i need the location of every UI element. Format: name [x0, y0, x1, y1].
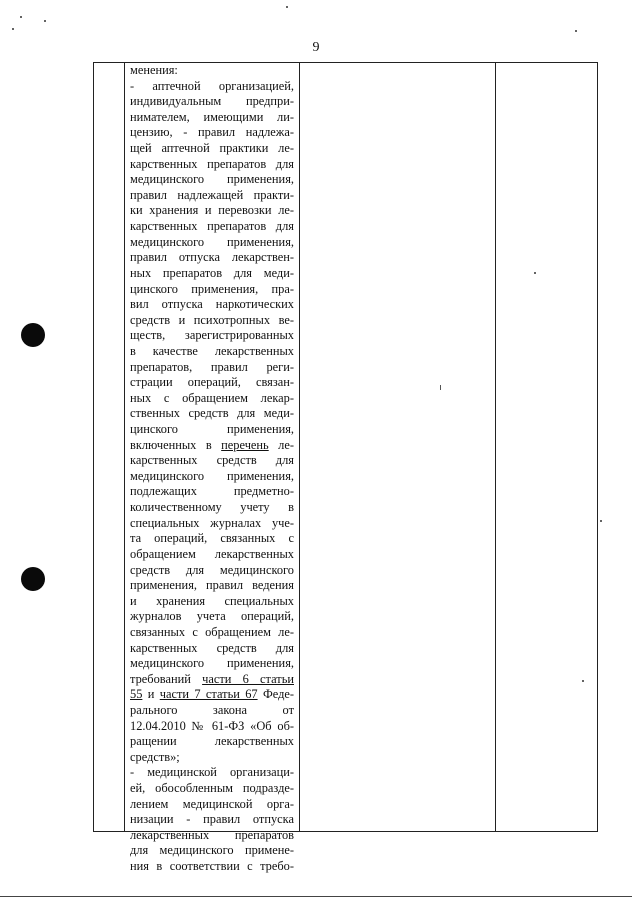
text-line: препаратов, правил реги-	[130, 359, 294, 374]
text-line: средств для медицинского	[130, 562, 294, 577]
text-line: обращением лекарственных	[130, 546, 294, 561]
punch-hole	[21, 323, 45, 347]
document-table	[93, 62, 598, 874]
text-line: низации - правил отпуска	[130, 812, 294, 827]
text-line: правил надлежащей практи-	[130, 187, 294, 202]
text-line: требований части 6 статьи	[130, 671, 294, 686]
text-line: ных с обращением лекар-	[130, 390, 294, 405]
text-line: включенных в перечень ле-	[130, 437, 294, 452]
text-line: специальных журналах уче-	[130, 515, 294, 530]
text-line: индивидуальным предпри-	[130, 94, 294, 109]
text-line: связанных с обращением ле-	[130, 624, 294, 639]
text-line: карственных препаратов для	[130, 219, 294, 234]
text-line: лением медицинской орга-	[130, 796, 294, 811]
text-line: менения:	[130, 63, 178, 77]
text-line: - аптечной организацией,	[130, 78, 294, 93]
requirements-text-cell	[130, 63, 294, 875]
text-line: - медицинской организаци-	[130, 765, 294, 780]
text-line: правил отпуска лекарствен-	[130, 250, 294, 265]
scan-speck	[20, 16, 22, 18]
scan-edge	[0, 896, 632, 897]
scan-speck	[44, 20, 46, 22]
text-line: для медицинского примене-	[130, 843, 294, 858]
text-line: количественному учету в	[130, 500, 294, 515]
text-line: журналов учета операций,	[130, 609, 294, 624]
text-line: цинского применения,	[130, 422, 294, 437]
text-line: карственных средств для	[130, 453, 294, 468]
text-line: ращении лекарственных	[130, 734, 294, 749]
text-line: в качестве лекарственных	[130, 343, 294, 358]
punch-hole	[21, 567, 45, 591]
text-line: карственных средств для	[130, 640, 294, 655]
scan-speck	[582, 680, 584, 682]
column-divider	[299, 63, 300, 831]
text-line: цензию, - правил надлежа-	[130, 125, 294, 140]
text-line: подлежащих предметно-	[130, 484, 294, 499]
text-line: рального закона от	[130, 702, 294, 717]
scan-speck	[575, 30, 577, 32]
scan-speck	[440, 385, 441, 390]
scan-speck	[600, 520, 602, 522]
text-line: ния в соответствии с требо-	[130, 859, 294, 874]
text-line: страции операций, связан-	[130, 375, 294, 390]
text-line: ществ, зарегистрированных	[130, 328, 294, 343]
column-divider	[124, 63, 125, 831]
reference-link[interactable]: 55	[130, 687, 143, 702]
reference-link[interactable]: части 6 статьи	[202, 671, 294, 686]
text-line: ных препаратов для меди-	[130, 265, 294, 280]
text-line: карственных препаратов для	[130, 156, 294, 171]
text-line: средств»;	[130, 749, 180, 764]
scan-speck	[12, 28, 14, 30]
scan-speck	[286, 6, 288, 8]
reference-link[interactable]: части 7 статьи 67	[159, 687, 258, 702]
text-line: ки хранения и перевозки ле-	[130, 203, 294, 218]
text-line: и хранения специальных	[130, 593, 294, 608]
text-line: нимателем, имеющими ли-	[130, 109, 294, 124]
page-number: 9	[312, 40, 320, 55]
text-line: цинского применения, пра-	[130, 281, 294, 296]
text-line: вил отпуска наркотических	[130, 297, 294, 312]
text-line: ей, обособленным подразде-	[130, 781, 294, 796]
text-line: лекарственных препаратов	[130, 827, 294, 842]
text-line: щей аптечной практики ле-	[130, 141, 294, 156]
text-line: применения, правил ведения	[130, 578, 294, 593]
text-line: 12.04.2010 № 61-ФЗ «Об об-	[130, 718, 294, 733]
reference-link[interactable]: перечень	[221, 437, 269, 452]
text-line: ственных средств для меди-	[130, 406, 294, 421]
text-line: медицинского применения,	[130, 468, 294, 483]
text-line: медицинского применения,	[130, 234, 294, 249]
column-divider	[495, 63, 496, 831]
text-line: медицинского применения,	[130, 172, 294, 187]
text-line: 55 и части 7 статьи 67 Феде-	[130, 687, 294, 702]
text-line: средств и психотропных ве-	[130, 312, 294, 327]
text-line: медицинского применения,	[130, 656, 294, 671]
scan-speck	[534, 272, 536, 274]
text-line: та операций, связанных с	[130, 531, 294, 546]
